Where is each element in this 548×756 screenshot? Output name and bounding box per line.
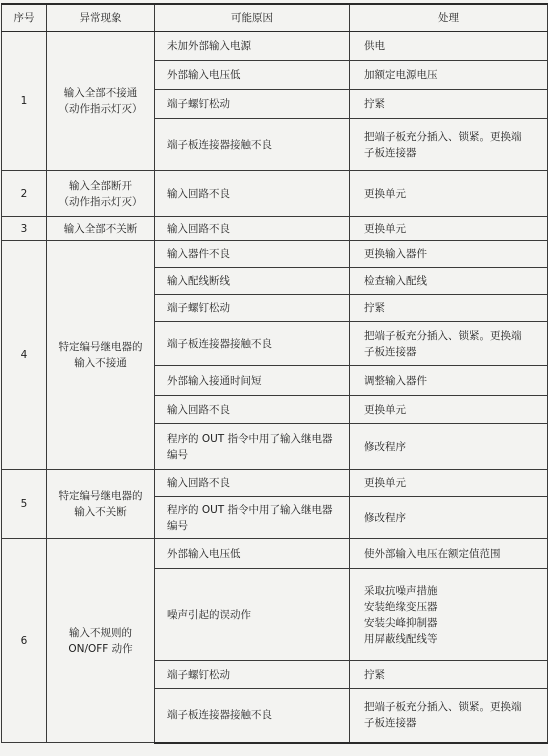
table-row — [2, 470, 548, 497]
cause-line: 编号 — [167, 448, 188, 461]
cause-cell — [155, 366, 350, 396]
symptom-cell — [47, 470, 155, 539]
cause-cell — [155, 217, 350, 241]
cause-cell — [155, 32, 350, 61]
cause-line: 输入回路不良 — [167, 222, 230, 235]
fix-cell — [350, 689, 548, 743]
fix-line: 修改程序 — [364, 511, 406, 524]
header-fix: 处理 — [350, 4, 548, 32]
symptom-cell — [47, 32, 155, 171]
fix-cell — [350, 241, 548, 268]
row-number: 6 — [2, 539, 47, 743]
fix-cell — [350, 396, 548, 424]
cause-cell — [155, 396, 350, 424]
fix-line: 拧紧 — [364, 98, 385, 110]
fix-cell — [350, 569, 548, 661]
table-body — [2, 32, 548, 743]
cause-line: 端子板连接器接触不良 — [167, 709, 272, 722]
header-no: 序号 — [2, 4, 47, 32]
table-row — [2, 241, 548, 268]
fix-line: 更换输入器件 — [364, 248, 427, 260]
cause-cell — [155, 119, 350, 171]
cause-line: 端子螺钉松动 — [167, 302, 230, 314]
symptom-cell — [47, 241, 155, 470]
fix-cell — [350, 119, 548, 171]
fix-cell — [350, 171, 548, 217]
header-cause: 可能原因 — [155, 4, 350, 32]
fix-cell — [350, 268, 548, 295]
header-row — [2, 4, 548, 32]
fix-cell — [350, 90, 548, 119]
row-number: 1 — [2, 32, 47, 171]
fix-line: 修改程序 — [364, 440, 406, 453]
table-row — [2, 539, 548, 569]
cause-cell — [155, 539, 350, 569]
symptom-line: 特定编号继电器的 — [58, 341, 143, 353]
fix-cell — [350, 470, 548, 497]
cause-cell — [155, 241, 350, 268]
cause-line: 外部输入接通时间短 — [167, 374, 262, 387]
symptom-cell — [47, 539, 155, 743]
table-row — [2, 171, 548, 217]
symptom-line: 输入不关断 — [74, 506, 127, 518]
fix-cell — [350, 539, 548, 569]
fix-cell — [350, 32, 548, 61]
cause-line: 输入配线断线 — [167, 275, 230, 287]
fix-line: 更换单元 — [364, 403, 406, 416]
cause-cell — [155, 268, 350, 295]
cause-line: 端子螺钉松动 — [167, 98, 230, 110]
cause-line: 外部输入电压低 — [167, 547, 241, 560]
cause-line: 输入回路不良 — [167, 477, 230, 489]
cause-cell — [155, 661, 350, 689]
row-number: 5 — [2, 470, 47, 539]
cause-cell — [155, 295, 350, 322]
symptom-line: 输入全部不关断 — [63, 222, 138, 235]
symptom-line: （动作指示灯灭） — [58, 103, 143, 115]
fix-line: 把端子板充分插入、锁紧。更换端 — [364, 130, 522, 143]
cause-line: 程序的 OUT 指令中用了输入继电器 — [167, 503, 333, 516]
fix-cell — [350, 61, 548, 90]
fix-line: 使外部输入电压在额定值范围 — [364, 547, 501, 560]
symptom-line: （动作指示灯灭） — [58, 195, 143, 208]
cause-cell — [155, 424, 350, 470]
fix-line: 加额定电源电压 — [364, 69, 438, 81]
table-row — [2, 32, 548, 61]
cause-line: 外部输入电压低 — [167, 69, 241, 81]
fix-line: 用屏蔽线配线等 — [364, 632, 438, 645]
fix-line: 安装绝缘变压器 — [364, 600, 438, 613]
fix-cell — [350, 661, 548, 689]
fix-line: 调整输入器件 — [364, 374, 427, 387]
fix-cell — [350, 322, 548, 366]
fix-line: 子板连接器 — [364, 146, 417, 159]
cause-cell — [155, 322, 350, 366]
fix-line: 安装尖峰抑制器 — [364, 616, 438, 629]
cause-cell — [155, 90, 350, 119]
fix-line: 拧紧 — [364, 302, 385, 314]
fix-line: 更换单元 — [364, 222, 406, 235]
cause-line: 端子板连接器接触不良 — [167, 337, 272, 350]
row-number: 2 — [2, 171, 47, 217]
fix-line: 子板连接器 — [364, 345, 417, 358]
cause-line: 输入器件不良 — [167, 248, 230, 260]
row-number: 4 — [2, 241, 47, 470]
fix-line: 子板连接器 — [364, 717, 417, 730]
fix-cell — [350, 424, 548, 470]
fix-line: 检查输入配线 — [364, 275, 427, 287]
header-symptom: 异常现象 — [47, 4, 155, 32]
cause-line: 编号 — [167, 519, 188, 532]
cause-line: 噪声引起的误动作 — [167, 608, 251, 621]
cause-cell — [155, 689, 350, 743]
fix-line: 拧紧 — [364, 668, 385, 681]
symptom-line: 输入不规则的 — [69, 626, 132, 639]
symptom-line: 输入全部不接通 — [63, 87, 138, 99]
cause-cell — [155, 171, 350, 217]
cause-line: 未加外部输入电源 — [167, 40, 251, 52]
cause-cell — [155, 497, 350, 539]
table-row — [2, 217, 548, 241]
fix-cell — [350, 295, 548, 322]
fix-cell — [350, 366, 548, 396]
cause-line: 端子板连接器接触不良 — [167, 138, 272, 151]
symptom-line: 输入全部断开 — [69, 179, 132, 192]
fix-line: 更换单元 — [364, 477, 406, 489]
cause-cell — [155, 470, 350, 497]
cause-line: 输入回路不良 — [167, 403, 230, 416]
symptom-cell — [47, 171, 155, 217]
troubleshooting-table — [1, 3, 548, 744]
cause-line: 端子螺钉松动 — [167, 668, 230, 681]
fix-line: 更换单元 — [364, 187, 406, 200]
fix-line: 采取抗噪声措施 — [364, 584, 438, 597]
fix-cell — [350, 497, 548, 539]
fix-line: 把端子板充分插入、锁紧。更换端 — [364, 329, 522, 342]
cause-cell — [155, 61, 350, 90]
cause-line: 输入回路不良 — [167, 187, 230, 200]
symptom-line: 特定编号继电器的 — [58, 490, 143, 502]
symptom-cell — [47, 217, 155, 241]
fix-line: 供电 — [364, 40, 385, 52]
symptom-line: ON/OFF 动作 — [68, 642, 133, 655]
cause-cell — [155, 569, 350, 661]
cause-line: 程序的 OUT 指令中用了输入继电器 — [167, 432, 333, 445]
fix-line: 把端子板充分插入、锁紧。更换端 — [364, 701, 522, 714]
symptom-line: 输入不接通 — [74, 357, 127, 369]
row-number: 3 — [2, 217, 47, 241]
fix-cell — [350, 217, 548, 241]
